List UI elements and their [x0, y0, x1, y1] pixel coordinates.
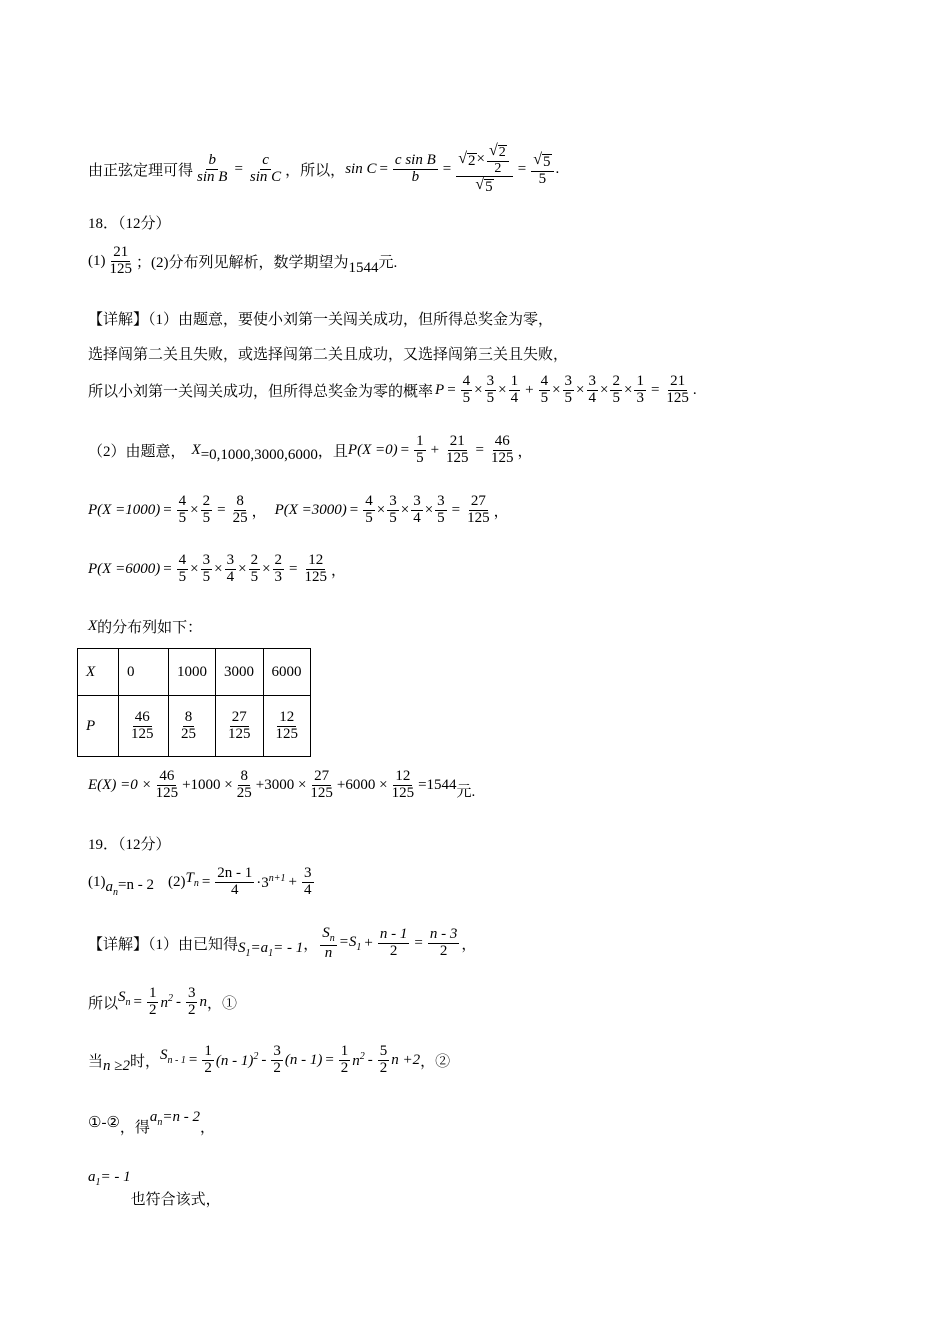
- answer-19: (1) $a_n$ =n - 2 (2) $T_n$ = $\frac{2n - 1}{4}$ $\cdot 3^{n+1}$ + $\frac{3}{4}$: [88, 865, 312, 898]
- prob-6000: P(X =6000) = $\frac{4}{5}$ × $\frac{3}{5}$ × $\frac{3}{4}$ × $\frac{2}{5}$ × $\frac{2}{3}$ = $\frac{12}{125}$ ，: [88, 552, 347, 585]
- fraction: $\frac{21}{125}$: [109, 244, 132, 277]
- fraction: $\frac{\text{c sin B}}{b}$: [394, 152, 436, 186]
- table-row: P $\frac{46}{125}$ $\frac{8}{25}$ $\frac{27}{125}$ $\frac{12}{125}$: [78, 696, 311, 757]
- distribution-intro: X 的分布列如下：: [88, 618, 203, 636]
- prob-1000-3000: P(X =1000) = $\frac{4}{5}$ × $\frac{2}{5}$ = $\frac{8}{25}$ ， P(X =3000) = $\frac{4}{5}$ × $\frac{3}{5}$ × $\frac{3}{4}$ × $\frac{3}{5}$ = $\frac{27}{125}$ ，: [88, 493, 509, 526]
- detail-19-line5: $a_1= - 1$ 也符合该式，: [88, 1169, 221, 1208]
- fraction-nested: √ 2 × √ 2 2 √ 5: [456, 143, 513, 196]
- fraction: √ 5 5: [531, 152, 553, 188]
- problem-19-heading: 19．（12分）: [88, 837, 171, 853]
- detail-19-line4: ①-② ，得 $a_n=n - 2$ ，: [88, 1109, 216, 1136]
- detail-19-line1: 【详解】（1）由已知得 $S_1=a_1= - 1$ ， $\frac{S_n}{n}$ $=S_1$ + $\frac{n - 1}{2}$ = $\frac{n - 3}{2}$ ，: [88, 925, 477, 961]
- detail-18-line1: 【详解】（1）由题意，要使小刘第一关闯关成功，但所得总奖金为零，: [88, 312, 554, 328]
- answer-18: (1) $\frac{21}{125}$ ；(2)分布列见解析，数学期望为 1544 元.: [88, 244, 398, 277]
- detail-18-line2: 选择闯第二关且失败，或选择闯第二关且成功，又选择闯第三关且失败，: [88, 347, 569, 363]
- distribution-table: [77, 648, 311, 757]
- detail-19-line3: 当 n ≥2 时， $S_{n - 1}$ = $\frac{1}{2}$ (n - 1)$^2$ - $\frac{3}{2}$ (n - 1) = $\frac{1}{2}$ $n^2$ - $\frac{5}{2}$ n +2 ，②: [88, 1043, 451, 1076]
- problem-18-heading: 18．（12分）: [88, 216, 171, 232]
- fraction: $\frac{c}{\text{sin C}}$: [249, 152, 282, 186]
- detail-18-part2: （2）由题意， X =0,1000,3000,6000 ，且 P(X =0) = $\frac{1}{5}$ + $\frac{21}{125}$ = $\frac{46}{125}$ ，: [88, 433, 533, 466]
- line-sine-law: 由正弦定理可得 $\frac{b}{\text{sin B}}$ = $\frac{c}{\text{sin C}}$ ，所以， sin C = $\frac{\text{c sin B}}{b}$ = √ 2 × √ 2 2 √ 5 = √ 5 5 .: [88, 142, 560, 196]
- expectation-line: E(X) =0 × $\frac{46}{125}$ +1000 × $\frac{8}{25}$ +3000 × $\frac{27}{125}$ +6000 × $\frac{12}{125}$ =1544 元.: [88, 768, 476, 801]
- table-row: X 0 1000 3000 6000: [78, 649, 311, 696]
- fraction: $\frac{b}{\text{sin B}}$: [197, 152, 228, 186]
- detail-19-line2: 所以 $S_n$ = $\frac{1}{2}$ $n^2$ - $\frac{3}{2}$ n ，①: [88, 985, 237, 1018]
- probability-line: 所以小刘第一关闯关成功，但所得总奖金为零的概率 P = $\frac{4}{5}$ × $\frac{3}{5}$ × $\frac{1}{4}$ + $\frac{4}{5}$ × $\frac{3}{5}$ × $\frac{3}{4}$ × $\frac{2}{5}$ × $\frac{1}{3}$ = $\frac{21}{125}$ .: [88, 373, 697, 406]
